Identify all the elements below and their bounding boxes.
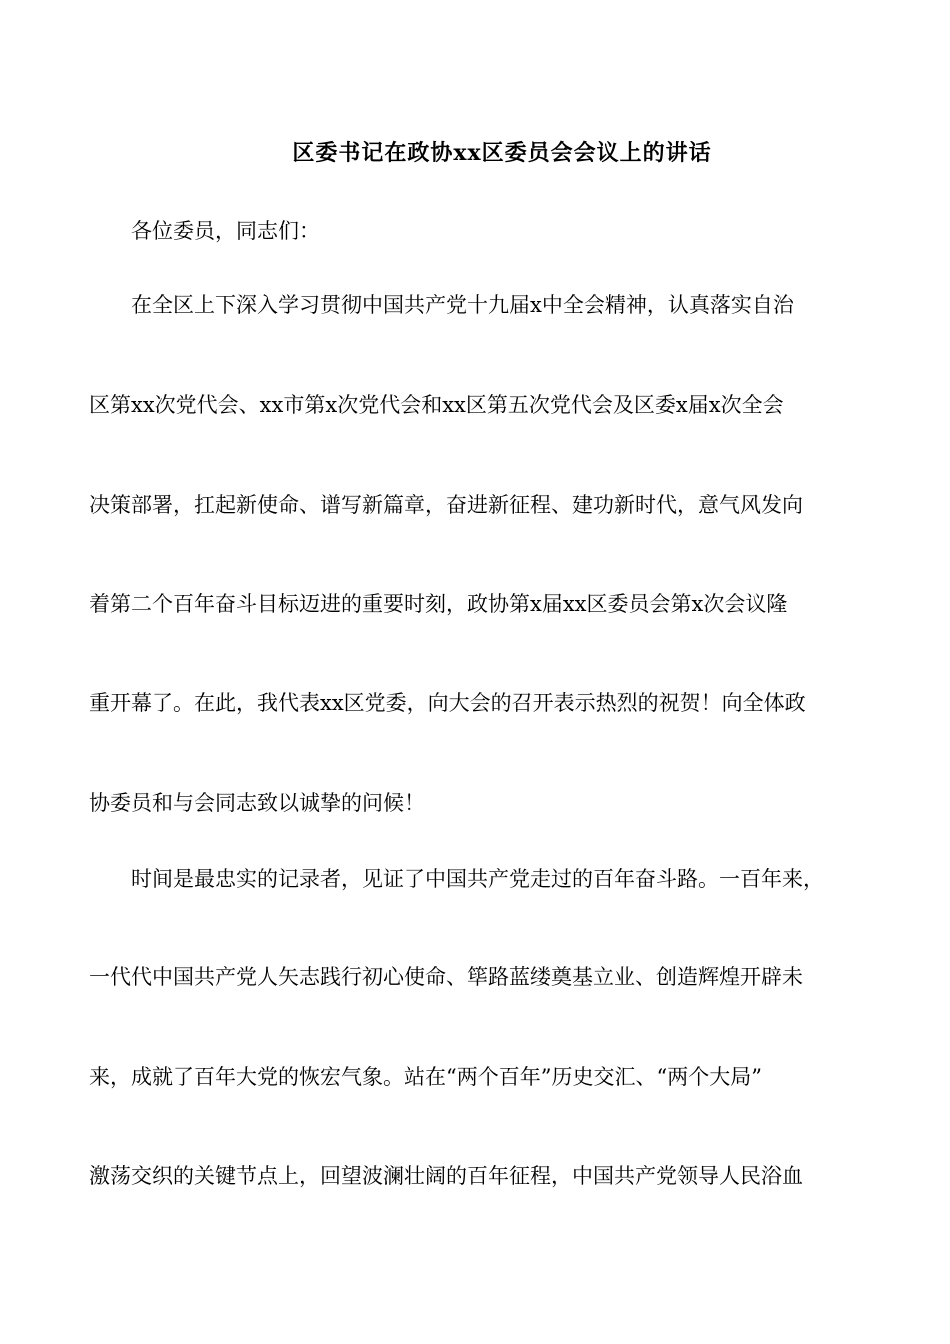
salutation: 各位委员，同志们： [131,219,320,243]
paragraph-1-line-4: 着第二个百年奋斗目标迈进的重要时刻，政协第x届xx区委员会第x次会议隆 [89,592,788,616]
paragraph-2-line-3: 来，成就了百年大党的恢宏气象。站在“两个百年”历史交汇、“两个大局” [89,1065,762,1089]
paragraph-1-line-2: 区第xx次党代会、xx市第x次党代会和xx区第五次党代会及区委x届x次全会 [89,393,784,417]
paragraph-1-line-5: 重开幕了。在此，我代表xx区党委，向大会的召开表示热烈的祝贺！向全体政 [89,691,806,715]
paragraph-1-line-6: 协委员和与会同志致以诚挚的问候！ [89,791,425,815]
paragraph-1-line-1: 在全区上下深入学习贯彻中国共产党十九届x中全会精神，认真落实自治 [131,293,794,317]
paragraph-2-line-2: 一代代中国共产党人矢志践行初心使命、筚路蓝缕奠基立业、创造辉煌开辟未 [89,965,803,989]
document-title: 区委书记在政协xx区委员会会议上的讲话 [292,140,712,166]
paragraph-2-line-1: 时间是最忠实的记录者，见证了中国共产党走过的百年奋斗路。一百年来， [131,867,824,891]
paragraph-2-line-4: 激荡交织的关键节点上，回望波澜壮阔的百年征程，中国共产党领导人民浴血 [89,1164,803,1188]
paragraph-1-line-3: 决策部署，扛起新使命、谱写新篇章，奋进新征程、建功新时代，意气风发向 [89,493,803,517]
